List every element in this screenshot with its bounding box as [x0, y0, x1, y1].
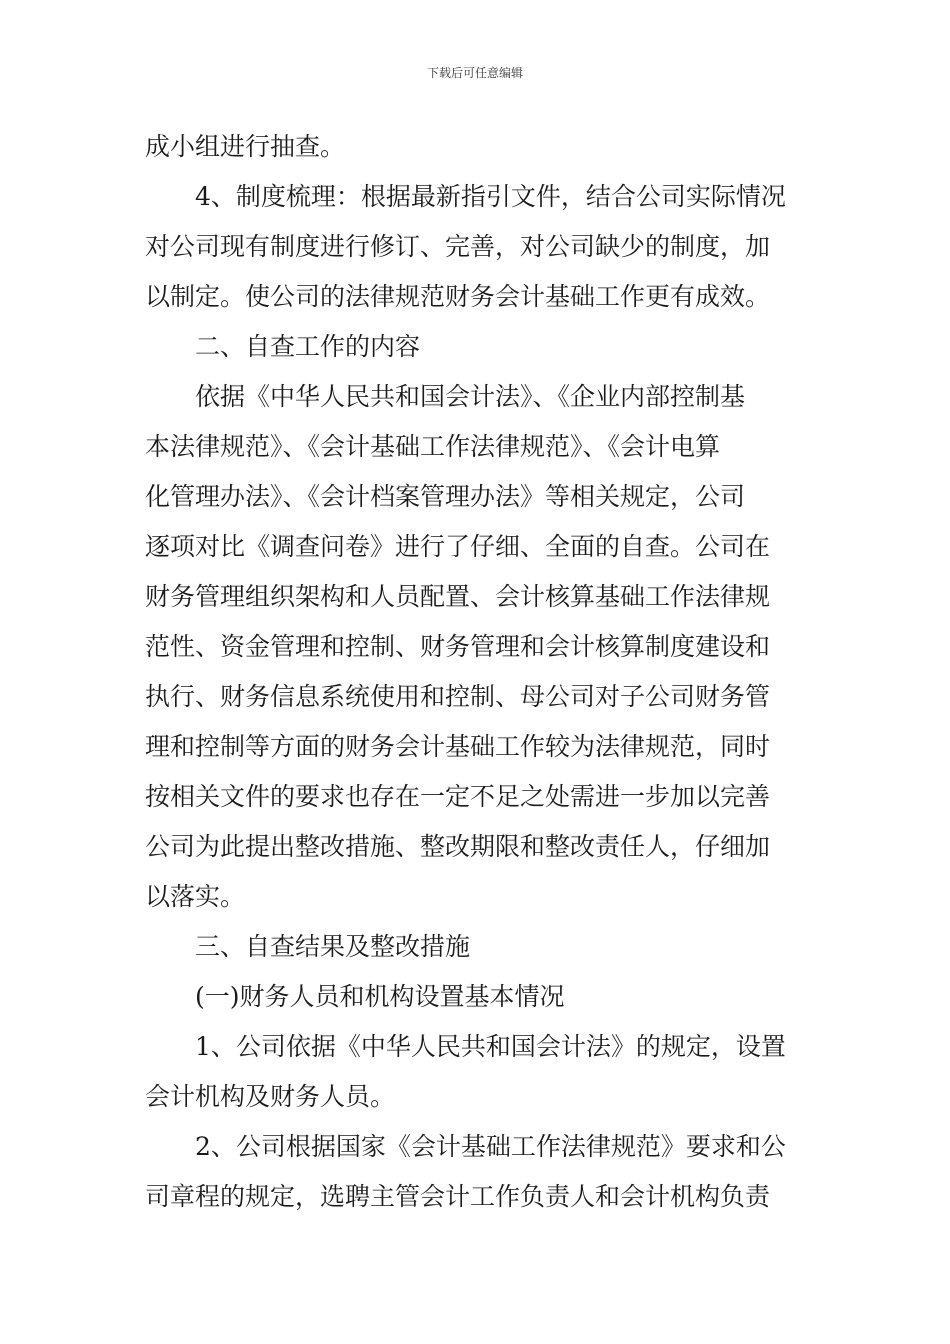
paragraph-line: 以落实。 — [145, 882, 246, 911]
paragraph-line: 公司为此提出整改措施、整改期限和整改责任人，仔细加 — [145, 832, 771, 861]
paragraph-line: 司章程的规定，选聘主管会计工作负责人和会计机构负责 — [145, 1182, 771, 1211]
document-body — [145, 122, 815, 1222]
paragraph-line: 化管理办法》、《会计档案管理办法》等相关规定，公司 — [145, 482, 746, 511]
paragraph-line: 会计机构及财务人员。 — [145, 1082, 396, 1111]
subsection-heading: (一)财务人员和机构设置基本情况 — [195, 982, 565, 1011]
section-heading: 二、自查工作的内容 — [195, 332, 421, 361]
paragraph-line: 以制定。使公司的法律规范财务会计基础工作更有成效。 — [145, 282, 771, 311]
paragraph-line: 2、公司根据国家《会计基础工作法律规范》要求和公 — [195, 1132, 786, 1161]
section-heading: 三、自查结果及整改措施 — [195, 932, 471, 961]
paragraph-line: 执行、财务信息系统使用和控制、母公司对子公司财务管 — [145, 682, 771, 711]
paragraph-line: 成小组进行抽查。 — [145, 132, 346, 161]
paragraph-line: 本法律规范》、《会计基础工作法律规范》、《会计电算 — [145, 432, 721, 461]
paragraph-line: 理和控制等方面的财务会计基础工作较为法律规范，同时 — [145, 732, 771, 761]
paragraph-line: 1、公司依据《中华人民共和国会计法》的规定，设置 — [195, 1032, 786, 1061]
paragraph-line: 4、制度梳理：根据最新指引文件，结合公司实际情况 — [195, 182, 786, 211]
paragraph-line: 财务管理组织架构和人员配置、会计核算基础工作法律规 — [145, 582, 771, 611]
paragraph-line: 逐项对比《调查问卷》进行了仔细、全面的自查。公司在 — [145, 532, 771, 561]
page-header-note: 下载后可任意编辑 — [426, 66, 523, 80]
paragraph-line: 范性、资金管理和控制、财务管理和会计核算制度建设和 — [145, 632, 771, 661]
paragraph-line: 对公司现有制度进行修订、完善，对公司缺少的制度，加 — [145, 232, 771, 261]
paragraph-line: 依据《中华人民共和国会计法》、《企业内部控制基 — [195, 382, 746, 411]
paragraph-line: 按相关文件的要求也存在一定不足之处需进一步加以完善 — [145, 782, 771, 811]
